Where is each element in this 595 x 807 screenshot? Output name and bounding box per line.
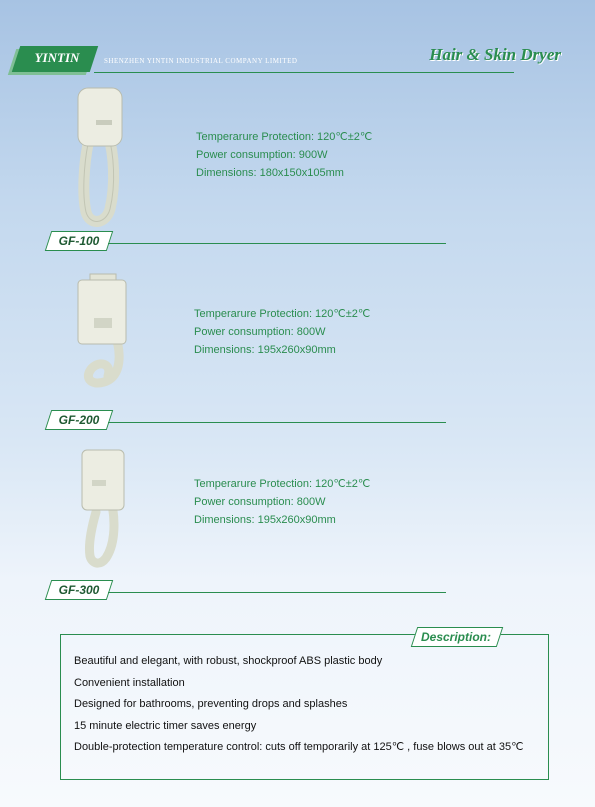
specs-gf-300 [194,475,370,529]
page-title: Hair & Skin Dryer [429,45,561,64]
header-divider [94,72,514,73]
list-item: Double-protection temperature control: cuts off temporarily at 125℃ , fuse blows out at 35℃ [74,741,524,753]
page-header [0,42,595,82]
spec-temperature: Temperarure Protection: 120℃±2℃ [194,478,371,490]
model-divider [108,422,446,423]
brand-logo: YINTIN [34,50,80,65]
model-divider [108,243,446,244]
model-label: GF-200 [58,413,100,427]
list-item: 15 minute electric timer saves energy [74,719,257,732]
model-label: GF-100 [58,234,100,248]
list-item: Designed for bathrooms, preventing drops and splashes [74,698,348,710]
company-name: SHENZHEN YINTIN INDUSTRIAL COMPANY LIMITED [104,57,298,65]
list-item: Convenient installation [74,676,185,689]
spec-temperature: Temperarure Protection: 120℃±2℃ [194,308,371,320]
description-list [74,655,534,763]
spec-dimensions: Dimensions: 195x260x90mm [194,344,336,356]
dryer-gf-200-image [72,272,134,397]
specs-gf-100 [196,128,372,182]
description-label: Description: [420,630,491,644]
spec-power: Power consumption: 800W [194,496,326,508]
list-item: Beautiful and elegant, with robust, shockproof ABS plastic body [74,655,383,667]
model-label: GF-300 [58,583,100,597]
specs-gf-200 [194,305,370,359]
spec-power: Power consumption: 800W [194,326,326,338]
dryer-gf-300-image [76,446,130,571]
spec-temperature: Temperarure Protection: 120℃±2℃ [196,131,373,143]
dryer-gf-100-image [70,84,130,229]
spec-power: Power consumption: 900W [196,149,328,161]
spec-dimensions: Dimensions: 195x260x90mm [194,514,336,526]
model-divider [108,592,446,593]
spec-dimensions: Dimensions: 180x150x105mm [196,167,344,179]
